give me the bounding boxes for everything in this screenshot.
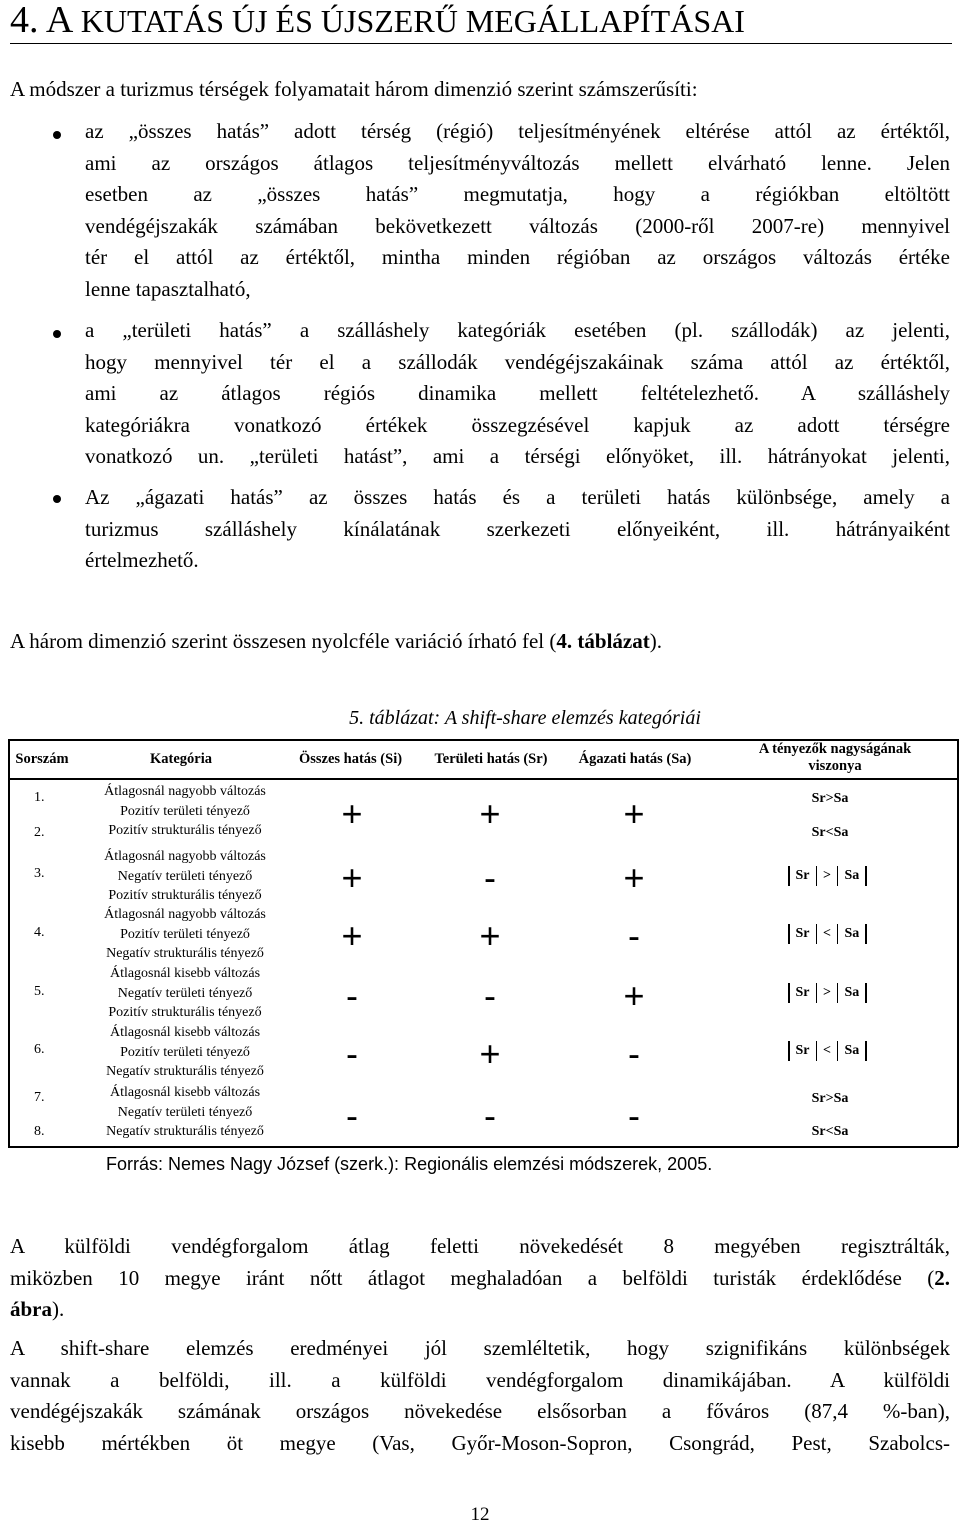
bullet-2-line: vonatkozó un. „területi hatást”, ami a térségi előnyöket, ill. hátrányokat jelenti, [85, 444, 950, 468]
paragraph-line: vendégéjszakák számának országos növekedése elsősorban a főváros (87,4 %-ban), [10, 1399, 950, 1423]
abs-bar [865, 983, 867, 1003]
row-number: 6. [34, 1042, 45, 1057]
abs-bar [816, 1041, 818, 1061]
bullet-2-line: hogy mennyivel tér el a szállodák vendégéjszakáinak száma attól az értéktől, [85, 349, 950, 374]
paragraph-line: A shift-share elemzés eredményei jól szemléltetik, hogy szignifikáns különbségek [10, 1336, 950, 1360]
figure-reference: 2. [934, 1265, 950, 1290]
bullet-icon [53, 131, 61, 139]
abs-bar [788, 866, 790, 886]
magnitude-comparison: Sr < Sa [782, 1041, 873, 1061]
abs-bar [788, 924, 790, 944]
paragraph-foreign-growth [10, 1231, 950, 1326]
row-number: 2. [34, 825, 45, 840]
abs-bar [865, 1041, 867, 1061]
sign-teruleti: + [479, 915, 501, 956]
bullet-3-line: Az „ágazati hatás” az összes hatás és a területi hatás különbsége, amely a [85, 485, 950, 509]
bullet-3-line: turizmus szálláshely kínálatának szerkezeti előnyeiként, ill. hátrányaiként [85, 516, 950, 541]
paragraph-shift-share-results [10, 1333, 950, 1459]
title-initial: A [45, 0, 81, 41]
row-number: 4. [34, 925, 45, 940]
title-underline [10, 43, 952, 44]
category-cell: Átlagosnál kisebb változás Negatív területi tényező Negatív strukturális tényező [106, 1085, 264, 1139]
bullet-1-line: esetben az „összes hatás” megmutatja, hogy a régiókban eltöltött [85, 182, 950, 206]
sign-agazati: - [628, 1033, 640, 1074]
abs-bar [865, 924, 867, 944]
category-cell: Átlagosnál nagyobb változás Pozitív területi tényező Pozitív strukturális tényező [104, 784, 266, 838]
sign-teruleti: - [484, 1095, 496, 1136]
relation-cell: Sr<Sa [811, 1124, 849, 1139]
magnitude-comparison: Sr < Sa [782, 924, 873, 944]
bullet-3 [85, 482, 950, 577]
bullet-1-line: vendégéjszakák számában bekövetkezett változás (2000-ről 2007-re) mennyivel [85, 213, 950, 238]
sign-teruleti: + [479, 793, 501, 834]
sign-osszes: - [346, 975, 358, 1016]
bullet-1-line: ami az országos átlagos teljesítményváltozás mellett elvárható lenne. Jelen [85, 150, 950, 175]
table-right-border [957, 739, 959, 1147]
abs-bar [865, 866, 867, 886]
bullet-2 [85, 315, 950, 473]
table-caption: 5. táblázat: A shift-share elemzés kategóriái [349, 707, 701, 729]
header-kategoria: Kategória [149, 751, 212, 767]
bullet-1-line: lenne tapasztalható, [85, 276, 251, 301]
title-text: KUTATÁS ÚJ ÉS ÚJSZERŰ MEGÁLLAPÍTÁSAI [80, 3, 745, 39]
row-number: 7. [34, 1090, 45, 1105]
abs-bar [837, 1041, 839, 1061]
sign-teruleti: - [484, 857, 496, 898]
bullet-icon [53, 495, 61, 503]
abs-bar [837, 983, 839, 1003]
abs-bar [788, 1041, 790, 1061]
category-cell: Átlagosnál kisebb változás Negatív területi tényező Pozitív strukturális tényező [108, 966, 262, 1020]
paragraph-line: A külföldi vendégforgalom átlag feletti növekedését 8 megyében regisztrálták, [10, 1234, 950, 1258]
table-bottom-rule [8, 1146, 958, 1148]
paragraph-line: vannak a belföldi, ill. a külföldi vendégforgalom dinamikájában. A külföldi [10, 1367, 950, 1392]
relation-cell: Sr>Sa [811, 791, 849, 806]
page-number: 12 [470, 1504, 490, 1525]
sign-agazati: + [623, 975, 645, 1016]
abs-bar [788, 983, 790, 1003]
paragraph-line: kisebb mértékben öt megye (Vas, Győr-Moson-Sopron, Csongrád, Pest, Szabolcs- [10, 1430, 950, 1455]
table-left-border [8, 739, 10, 1147]
table-source: Forrás: Nemes Nagy József (szerk.): Regionális elemzési módszerek, 2005. [106, 1154, 713, 1174]
bullet-2-line: a „területi hatás” a szálláshely kategóriák esetében (pl. szállodák) az jelenti, [85, 318, 950, 342]
summary-end: ). [649, 629, 662, 653]
category-cell: Átlagosnál kisebb változás Pozitív területi tényező Negatív strukturális tényező [106, 1025, 264, 1079]
sign-agazati: - [628, 915, 640, 956]
figure-reference-cont: ábra [10, 1297, 52, 1321]
relation-cell: Sr>Sa [811, 1091, 849, 1106]
sign-agazati: - [628, 1095, 640, 1136]
bullet-1 [85, 116, 950, 305]
sign-osszes: + [341, 793, 363, 834]
page-title [10, 0, 745, 42]
abs-bar [837, 866, 839, 886]
row-number: 5. [34, 984, 45, 999]
row-number: 1. [34, 790, 45, 805]
sign-agazati: + [623, 857, 645, 898]
sign-osszes: + [341, 915, 363, 956]
header-sorszam: Sorszám [15, 751, 69, 767]
bullet-1-line: az „összes hatás” adott térség (régió) teljesítményének eltérése attól az értéktől, [85, 119, 950, 143]
title-number: 4. [10, 0, 46, 41]
abs-bar [816, 983, 818, 1003]
paragraph-line: ábra). [10, 1297, 65, 1321]
row-number: 3. [34, 866, 45, 881]
bullet-3-line: értelmezhető. [85, 548, 199, 572]
table-header-rule [8, 778, 958, 780]
paragraph-line: miközben 10 megye iránt nőtt átlagot meghaladóan a belföldi turisták érdeklődése (2. [10, 1265, 950, 1290]
sign-teruleti: + [479, 1033, 501, 1074]
header-teruleti-hatas: Területi hatás (Sr) [434, 751, 548, 767]
bullet-1-line: tér el attól az értéktől, mintha minden régióban az országos változás értéke [85, 245, 950, 269]
sign-osszes: - [346, 1095, 358, 1136]
summary-text: A három dimenzió szerint összesen nyolcféle variáció írható fel ( [10, 629, 557, 653]
table-reference: 4. táblázat [556, 629, 650, 653]
abs-bar [837, 924, 839, 944]
sign-agazati: + [623, 793, 645, 834]
abs-bar [816, 924, 818, 944]
category-cell: Átlagosnál nagyobb változás Pozitív területi tényező Negatív strukturális tényező [104, 907, 266, 961]
abs-bar [816, 866, 818, 886]
sign-teruleti: - [484, 975, 496, 1016]
sign-osszes: - [346, 1033, 358, 1074]
relation-cell: Sr<Sa [811, 825, 849, 840]
summary-paragraph [10, 626, 950, 658]
header-agazati-hatas: Ágazati hatás (Sa) [578, 751, 692, 767]
magnitude-comparison: Sr > Sa [782, 983, 873, 1003]
bullet-2-line: kategóriákra vonatkozó értékek összegzésével kapjuk az adott térségre [85, 412, 950, 437]
magnitude-comparison: Sr > Sa [782, 866, 873, 886]
header-tenyezok: A tényezők nagyságának viszonya [758, 741, 912, 774]
bullet-2-line: ami az átlagos régiós dinamika mellett feltételezhető. A szálláshely [85, 381, 950, 405]
bullet-icon [53, 330, 61, 338]
category-cell: Átlagosnál nagyobb változás Negatív területi tényező Pozitív strukturális tényező [104, 849, 266, 903]
intro-paragraph: A módszer a turizmus térségek folyamatait három dimenzió szerint számszerűsíti: [10, 77, 698, 101]
sign-osszes: + [341, 857, 363, 898]
header-osszes-hatas: Összes hatás (Si) [298, 751, 403, 767]
row-number: 8. [34, 1124, 45, 1139]
